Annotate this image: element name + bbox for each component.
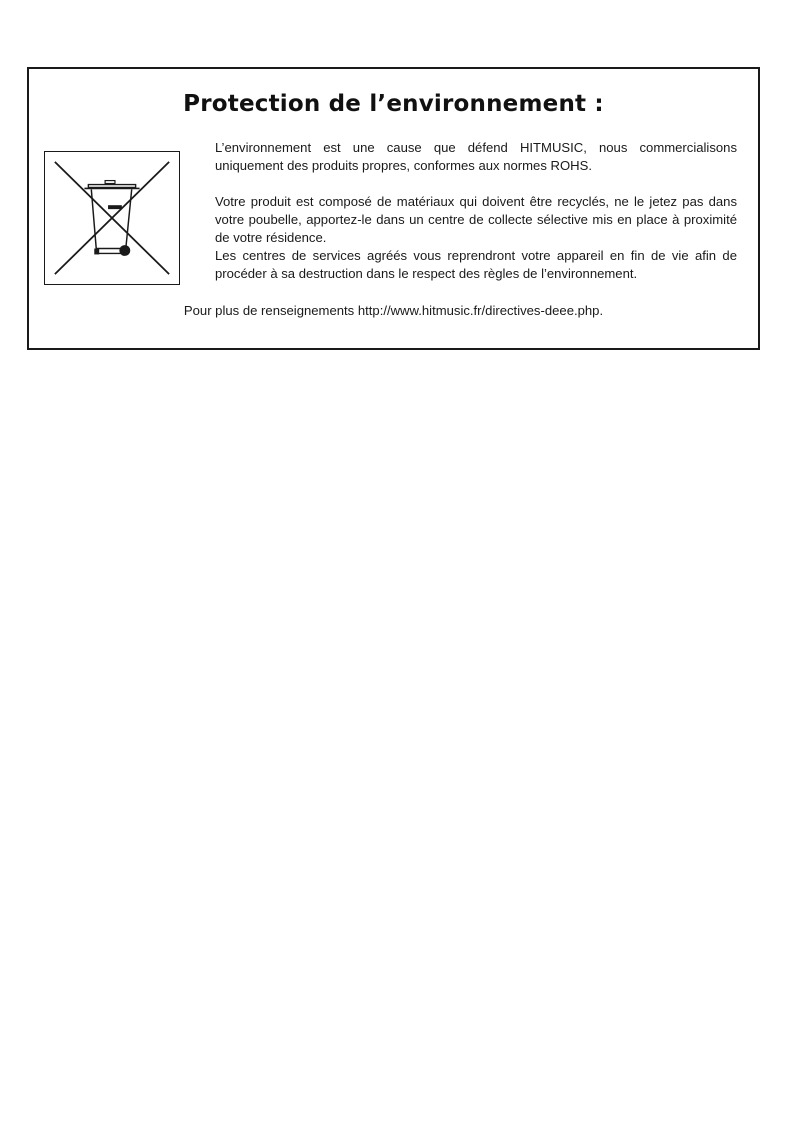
notice-title: Protection de l’environnement :: [183, 91, 604, 117]
notice-paragraph-3: Les centres de services agréés vous reprendront votre appareil en fin de vie afin de procéder à sa destruction dans le respect des règles de l’environnement.: [215, 248, 737, 281]
notice-paragraph-1: L’environnement est une cause que défend HITMUSIC, nous commercialisons uniquement des produits propres, conformes aux normes ROHS.: [215, 140, 737, 173]
weee-symbol-frame: [44, 151, 180, 285]
notice-footer-link-text: Pour plus de renseignements http://www.hitmusic.fr/directives-deee.php.: [183, 303, 604, 318]
environment-notice-box: [27, 67, 760, 350]
crossed-out-wheeled-bin-icon: [45, 152, 179, 284]
notice-body: [215, 139, 737, 283]
notice-paragraph-2: Votre produit est composé de matériaux qui doivent être recyclés, ne le jetez pas dans votre poubelle, apportez-le dans un centre de collecte sélective mis en place à proximité de votre résidence.: [215, 194, 737, 245]
